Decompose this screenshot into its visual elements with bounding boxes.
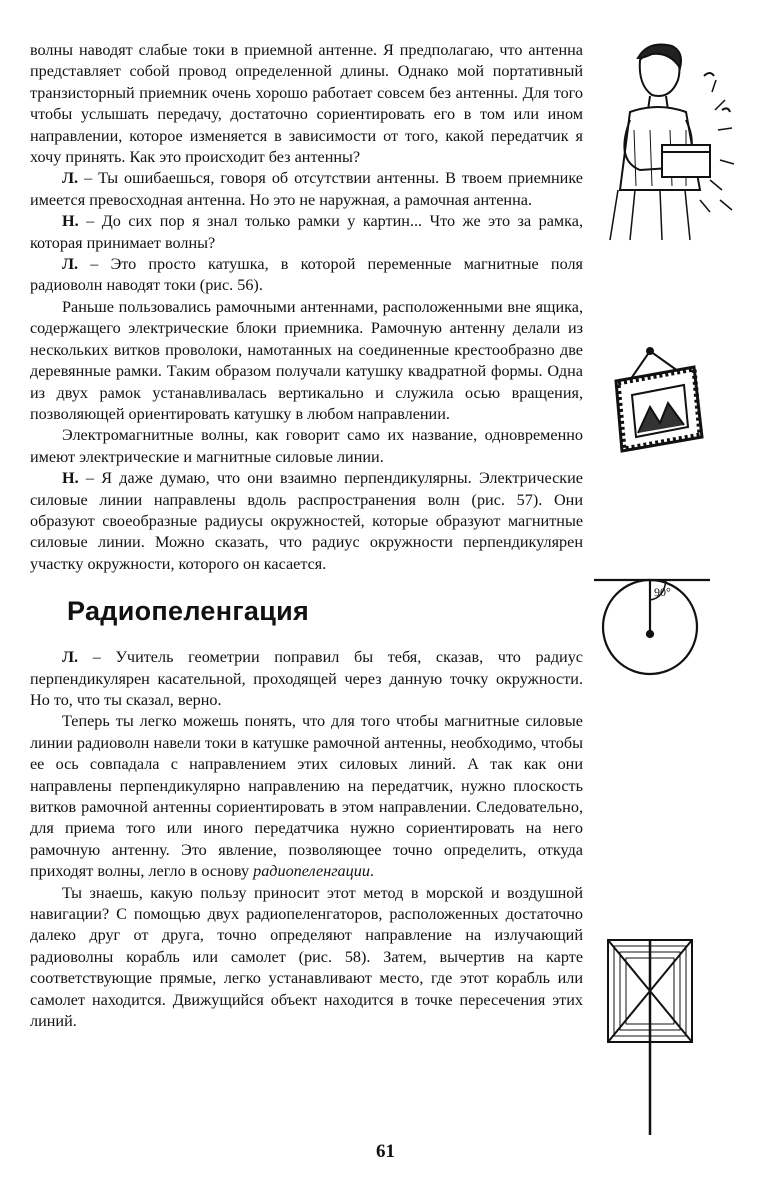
paragraph-10: Ты знаешь, какую пользу приносит этот метод в морской и воздушной навигации? С помощью двух радиопеленгаторов, расположенных достаточно далеко друг от друга, точно определяют направление на излучающий радиоволны корабль или самолет (рис. 58). Затем, вычертив на карте соответствующие прямые, легко устанавливают место, где этот корабль или самолет находится. Движущийся объект находится в точке пересечения этих линий.	[30, 883, 583, 1031]
paragraph-3: Н. – До сих пор я знал только рамки у картин... Что же это за рамка, которая принимает волны?	[30, 212, 583, 252]
loop-antenna-illustration	[600, 935, 700, 1140]
angle-label: 90°	[654, 585, 671, 599]
text-column	[30, 40, 583, 1032]
paragraph-5: Раньше пользовались рамочными антеннами, расположенными вне ящика, содержащего электрические блоки приемника. Рамочную антенну делали из нескольких витков проволоки, намотанных на соединенные крестообразно две деревянные рамки. Таким образом получали катушку квадратной формы. Одна из двух рамок устанавливалась вертикально и служила осью вращения, позволяющей ориентировать катушку в любом направлении.	[30, 297, 583, 423]
paragraph-7: Н. – Я даже думаю, что они взаимно перпендикулярны. Электрические силовые линии направлены вдоль распространения волн (рис. 57). Они образуют своеобразные радиусы окружностей, которые образуют магнитные силовые линии. Можно сказать, что радиус окружности перпендикулярен участку окружности, которого он касается.	[30, 469, 583, 573]
paragraph-4: Л. – Это просто катушка, в которой переменные магнитные поля радиоволн наводят токи (рис. 56).	[30, 255, 583, 295]
paragraph-2: Л. – Ты ошибаешься, говоря об отсутствии антенны. В твоем приемнике имеется превосходная антенна. Но это не наружная, а рамочная антенна.	[30, 169, 583, 209]
speaker-label: Л.	[62, 648, 79, 667]
speaker-label: Л.	[62, 169, 79, 188]
paragraph-1: волны наводят слабые токи в приемной антенне. Я предполагаю, что антенна представляет собой провод определенной длины. Однако мой портативный транзисторный приемник очень хорошо работает совсем без антенны. Для того чтобы услышать передачу, достаточно сориентировать его в том или ином направлении, которое изменяется в зависимости от того, какой передатчик я хочу принять. Как это происходит без антенны?	[30, 41, 583, 167]
emphasis-term: радиопеленгации	[253, 862, 370, 881]
framed-picture-illustration	[598, 345, 708, 460]
page-number: 61	[376, 1141, 395, 1162]
section-title: Радиопеленгация	[67, 596, 310, 627]
paragraph-6: Электромагнитные волны, как говорит само их название, одновременно имеют электрические и магнитные силовые линии.	[30, 426, 583, 466]
paragraph-9: Теперь ты легко можешь понять, что для того чтобы магнитные силовые линии радиоволн навели токи в катушке рамочной антенны, необходимо, чтобы ее ось совпадала с направлением этих силовых линий. А так как они направлены перпендикулярно направлению на передатчик, нужно плоскость витков рамочной антенны сориентировать в этом направлении. Следовательно, для приема того или иного передатчика нужно сориентировать на него рамочную антенну. Это явление, позволяющее точно определить, откуда приходят волны, легло в основу радиопеленгации.	[30, 712, 583, 881]
circle-radius-diagram	[592, 570, 712, 680]
speaker-label: Н.	[62, 469, 79, 488]
speaker-label: Н.	[62, 212, 79, 231]
boy-with-radio-illustration	[600, 40, 740, 245]
paragraph-8: Л. – Учитель геометрии поправил бы тебя, сказав, что радиус перпендикулярен касательной, проходящей через данную точку окружности. Но то, что ты сказал, верно.	[30, 648, 583, 709]
speaker-label: Л.	[62, 255, 79, 274]
